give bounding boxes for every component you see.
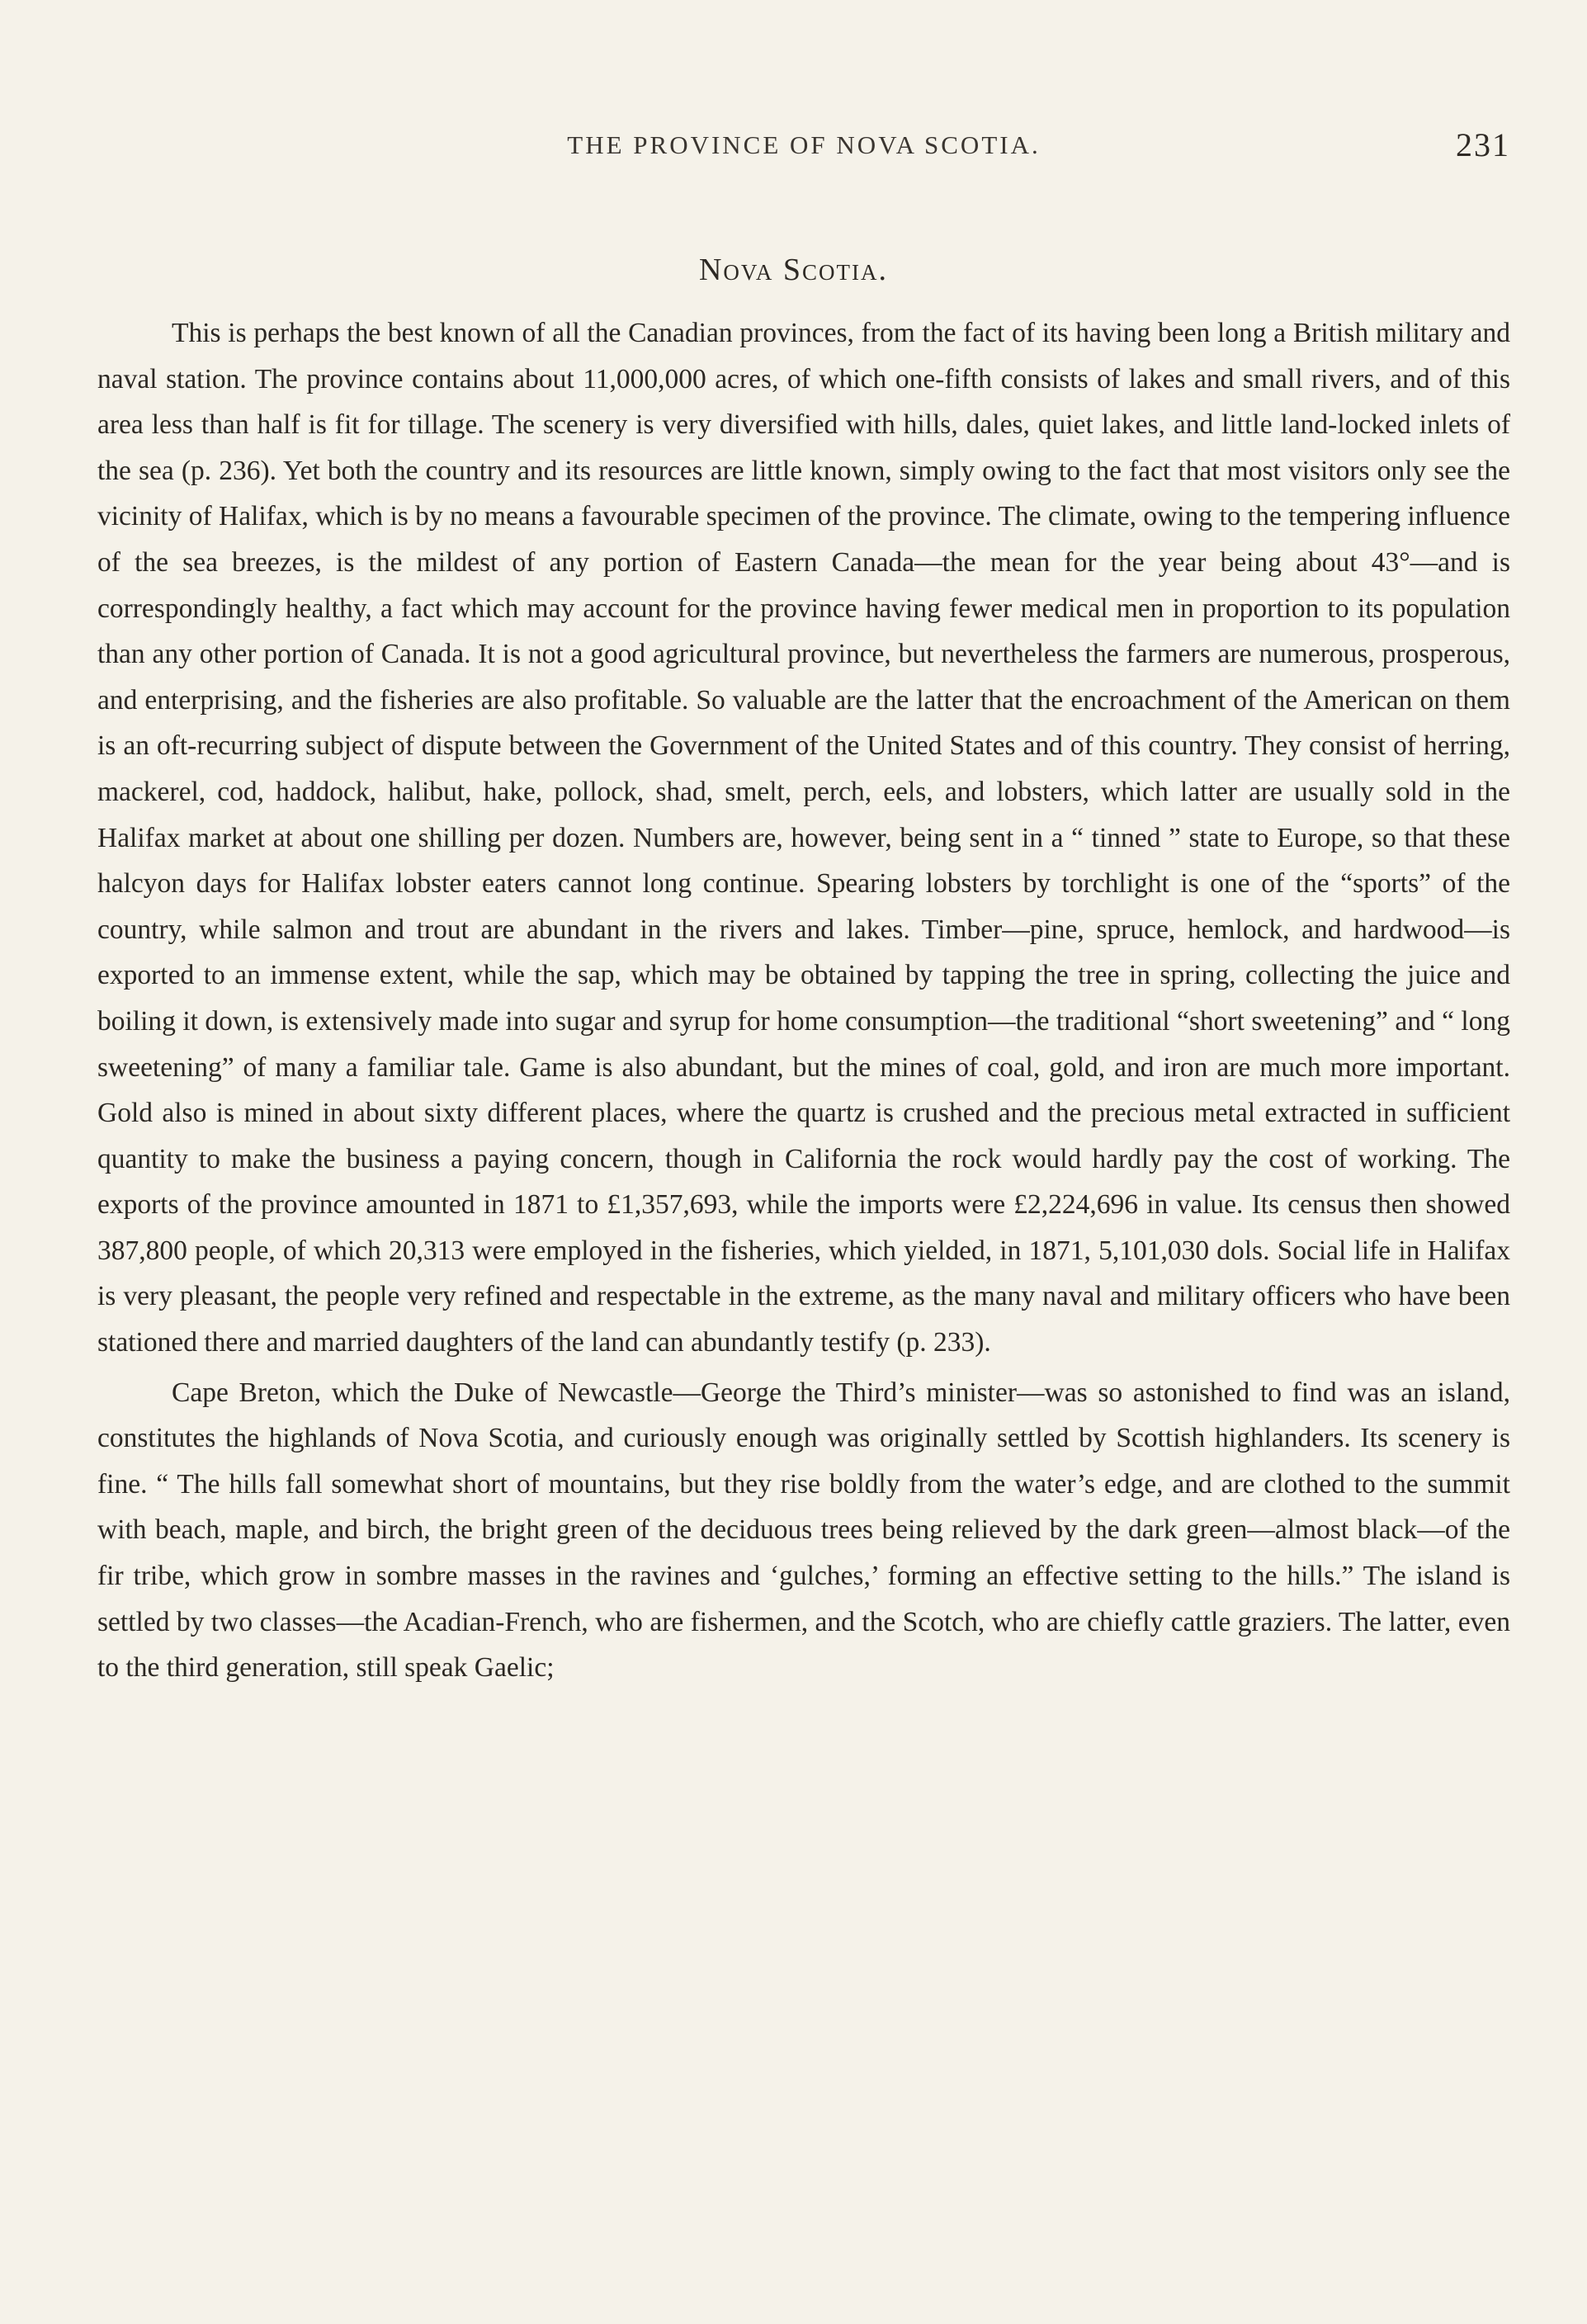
running-head (97, 125, 1510, 175)
body-text (97, 310, 1510, 1691)
running-title: THE PROVINCE OF NOVA SCOTIA. (567, 130, 1041, 159)
section-title: Nova Scotia. (698, 253, 889, 287)
paragraph-cape-breton: Cape Breton, which the Duke of Newcastle—George the Third’s minister—was so astonished to find was an island, constitutes the highlands of Nova Scotia, and curiously enough was originally settled by Scottish highlanders. Its scenery is fine. “ The hills fall somewhat short of mountains, but they rise boldly from the water’s edge, and are clothed to the summit with beach, maple, and birch, the bright green of the deciduous trees being relieved by the dark green—almost black—of the fir tribe, which grow in sombre masses in the ravines and ‘gulches,’ forming an effective setting to the hills.” The island is settled by two classes—the Acadian-French, who are fishermen, and the Scotch, who are chiefly cattle graziers. The latter, even to the third generation, still speak Gaelic; (97, 1377, 1510, 1684)
page-number: 231 (1456, 126, 1510, 163)
paragraph-nova-scotia-overview: This is perhaps the best known of all the Canadian provinces, from the fact of its having been long a British military and naval station. The province contains about 11,000,000 acres, of which one-fifth consists of lakes and small rivers, and of this area less than half is fit for tillage. The scenery is very diversified with hills, dales, quiet lakes, and little land-locked inlets of the sea (p. 236). Yet both the country and its resources are little known, simply owing to the fact that most visitors only see the vicinity of Halifax, which is by no means a favourable specimen of the province. The climate, owing to the tempering influence of the sea breezes, is the mildest of any portion of Eastern Canada—the mean for the year being about 43°—and is correspondingly healthy, a fact which may account for the province having fewer medical men in proportion to its population than any other portion of Canada. It is not a good agricultural province, but nevertheless the farmers are numerous, prosperous, and enterprising, and the fisheries are also profitable. So valuable are the latter that the encroachment of the American on them is an oft-recurring subject of dispute between the Government of the United States and of this country. They consist of herring, mackerel, cod, haddock, halibut, hake, pollock, shad, smelt, perch, eels, and lobsters, which latter are usually sold in the Halifax market at about one shilling per dozen. Numbers are, however, being sent in a “ tinned ” state to Europe, so that these halcyon days for Halifax lobster eaters cannot long continue. Spearing lobsters by torchlight is one of the “sports” of the country, while salmon and trout are abundant in the rivers and lakes. Timber—pine, spruce, hemlock, and hardwood—is exported to an immense extent, while the sap, which may be obtained by tapping the tree in spring, collecting the juice and boiling it down, is extensively made into sugar and syrup for home consumption—the traditional “short sweetening” and “ long sweetening” of many a familiar tale. Game is also abundant, but the mines of coal, gold, and iron are much more important. Gold also is mined in about sixty different places, where the quartz is crushed and the precious metal extracted in sufficient quantity to make the business a paying concern, though in California the rock would hardly pay the cost of working. The exports of the province amounted in 1871 to £1,357,693, while the imports were £2,224,696 in value. Its census then showed 387,800 people, of which 20,313 were employed in the fisheries, which yielded, in 1871, 5,101,030 dols. Social life in Halifax is very pleasant, the people very refined and respectable in the extreme, as the many naval and military officers who have been stationed there and married daughters of the land can abundantly testify (p. 233). (97, 318, 1511, 1358)
